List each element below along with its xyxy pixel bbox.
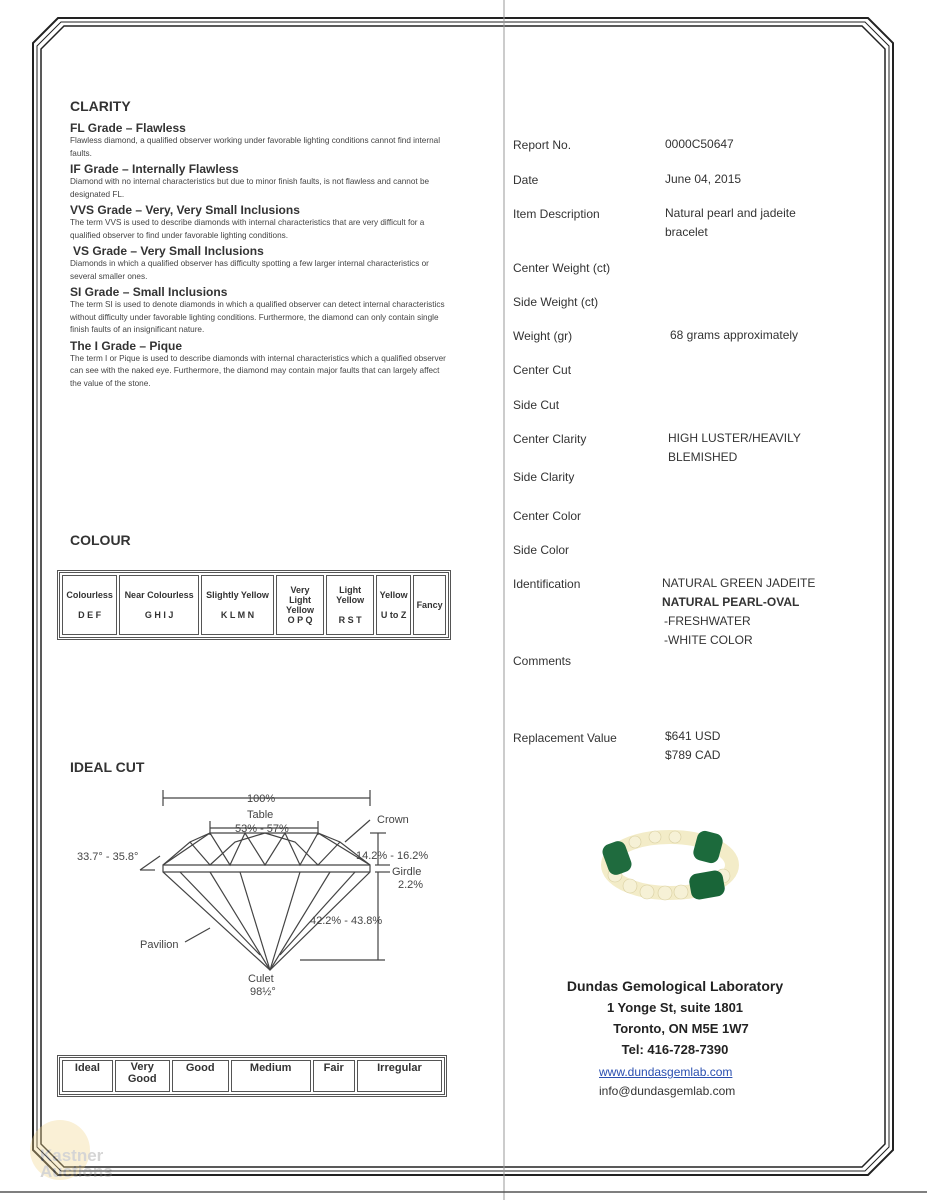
description-value: Natural pearl and jadeite bracelet	[665, 206, 796, 239]
culet-value: 98½°	[250, 986, 276, 998]
weight-value: 68 grams approximately	[670, 328, 799, 342]
pavilion-label: Pavilion	[140, 939, 179, 951]
cut-grade-cell: Irregular	[357, 1060, 442, 1092]
center-clarity-label: Center Clarity	[513, 432, 587, 446]
date-label: Date	[513, 173, 539, 187]
crown-angle: 33.7° - 35.8°	[77, 851, 139, 863]
ideal-cut-diagram	[60, 780, 460, 1010]
lab-address-2: Toronto, ON M5E 1W7	[613, 1021, 749, 1036]
lab-email: info@dundasgemlab.com	[599, 1084, 736, 1098]
center-weight-label: Center Weight (ct)	[513, 261, 611, 275]
width-label: 100%	[247, 793, 276, 805]
lab-address-1: 1 Yonge St, suite 1801	[606, 1000, 744, 1015]
identification-value-2: NATURAL PEARL-OVAL	[662, 595, 800, 609]
crown-height: 14.2% - 16.2%	[356, 850, 429, 862]
grade-heading: FL Grade – Flawless	[70, 121, 186, 135]
colour-cell: Fancy	[413, 575, 446, 635]
colour-cell: Slightly Yellow K L M N	[201, 575, 274, 635]
identification-label: Identification	[513, 577, 581, 591]
cut-grade-cell: Very Good	[115, 1060, 170, 1092]
comments-label: Comments	[513, 654, 572, 668]
identification-value-3: -FRESHWATER	[664, 614, 751, 628]
lab-website-link[interactable]: www.dundasgemlab.com	[599, 1065, 733, 1079]
description-label: Item Description	[513, 207, 600, 221]
colour-cell: Yellow U to Z	[376, 575, 411, 635]
lab-name: Dundas Gemological Laboratory	[566, 978, 784, 994]
center-clarity-value: HIGH LUSTER/HEAVILY BLEMISHED	[668, 431, 801, 464]
table-label: Table	[247, 809, 274, 821]
center-cut-label: Center Cut	[513, 363, 572, 377]
report-label: Report No.	[513, 138, 572, 152]
colour-cell: Near Colourless G H I J	[119, 575, 199, 635]
grade-heading: VVS Grade – Very, Very Small Inclusions	[70, 203, 300, 217]
weight-label: Weight (gr)	[513, 329, 573, 343]
clarity-section	[70, 121, 450, 390]
watermark-logo	[10, 1110, 130, 1195]
side-color-label: Side Color	[513, 543, 570, 557]
cut-grade-cell: Fair	[313, 1060, 355, 1092]
bracelet-photo	[595, 820, 745, 910]
replacement-value-cad: $789 CAD	[665, 748, 721, 762]
side-cut-label: Side Cut	[513, 398, 560, 412]
grade-heading: The I Grade – Pique	[70, 338, 183, 353]
table-value: 53% - 57%	[235, 823, 289, 835]
crown-label: Crown	[377, 814, 409, 826]
side-weight-label: Side Weight (ct)	[513, 295, 599, 309]
cut-grade-cell: Medium	[231, 1060, 311, 1092]
grade-text: Flawless diamond, a qualified observer working under favorable lighting conditions cannot find internal faults.	[70, 136, 441, 158]
grade-text: Diamonds in which a qualified observer has difficulty spotting a few larger internal characteristics or several smaller ones.	[70, 259, 429, 281]
replacement-value-usd: $641 USD	[665, 729, 721, 743]
cut-grade-table	[57, 1055, 447, 1097]
lab-info	[545, 978, 805, 1057]
culet-label: Culet	[248, 973, 274, 985]
side-clarity-label: Side Clarity	[513, 470, 575, 484]
date-value: June 04, 2015	[665, 172, 742, 186]
grade-heading: IF Grade – Internally Flawless	[70, 162, 239, 176]
grade-text: The term I or Pique is used to describe diamonds with internal characteristics which a qualified observer can see with the naked eye. Furthermore, the diamond may contain major faults that can largely affect the value of the stone.	[70, 353, 446, 388]
grade-text: The term SI is used to denote diamonds in which a qualified observer can detect internal characteristics without difficulty under favorable lighting conditions. Furthermore, the diamond can only contain single finish faults of an insignificant nature.	[70, 300, 445, 334]
colour-cell: Very Light Yellow O P Q	[276, 575, 324, 635]
ideal-cut-title: IDEAL CUT	[70, 759, 145, 775]
identification-value-4: -WHITE COLOR	[664, 633, 753, 647]
colour-cell: Colourless D E F	[62, 575, 117, 635]
grade-text: The term VVS is used to describe diamonds with internal characteristics that are very difficult for a qualified observer to find under favorable lighting conditions.	[70, 218, 425, 240]
girdle-value: 2.2%	[398, 879, 424, 891]
grade-heading: SI Grade – Small Inclusions	[70, 285, 228, 299]
lab-phone: Tel: 416-728-7390	[621, 1042, 729, 1057]
replacement-value-label: Replacement Value	[513, 731, 617, 745]
cut-grade-cell: Good	[172, 1060, 229, 1092]
cut-grade-cell: Ideal	[62, 1060, 113, 1092]
pavilion-depth: 42.2% - 43.8%	[310, 915, 383, 927]
identification-value: NATURAL GREEN JADEITE	[662, 576, 816, 590]
colour-scale-table	[57, 570, 451, 640]
colour-cell: Light Yellow R S T	[326, 575, 374, 635]
colour-title: COLOUR	[70, 532, 131, 548]
grade-text: Diamond with no internal characteristics but due to minor finish faults, is not flawless and cannot be designated FL.	[70, 177, 430, 199]
report-value: 0000C50647	[665, 137, 734, 151]
center-color-label: Center Color	[513, 509, 582, 523]
clarity-title: CLARITY	[70, 98, 131, 114]
grade-heading: VS Grade – Very Small Inclusions	[73, 244, 264, 258]
watermark-text: Kastner Auctions	[40, 1146, 113, 1181]
girdle-label: Girdle	[392, 866, 422, 878]
